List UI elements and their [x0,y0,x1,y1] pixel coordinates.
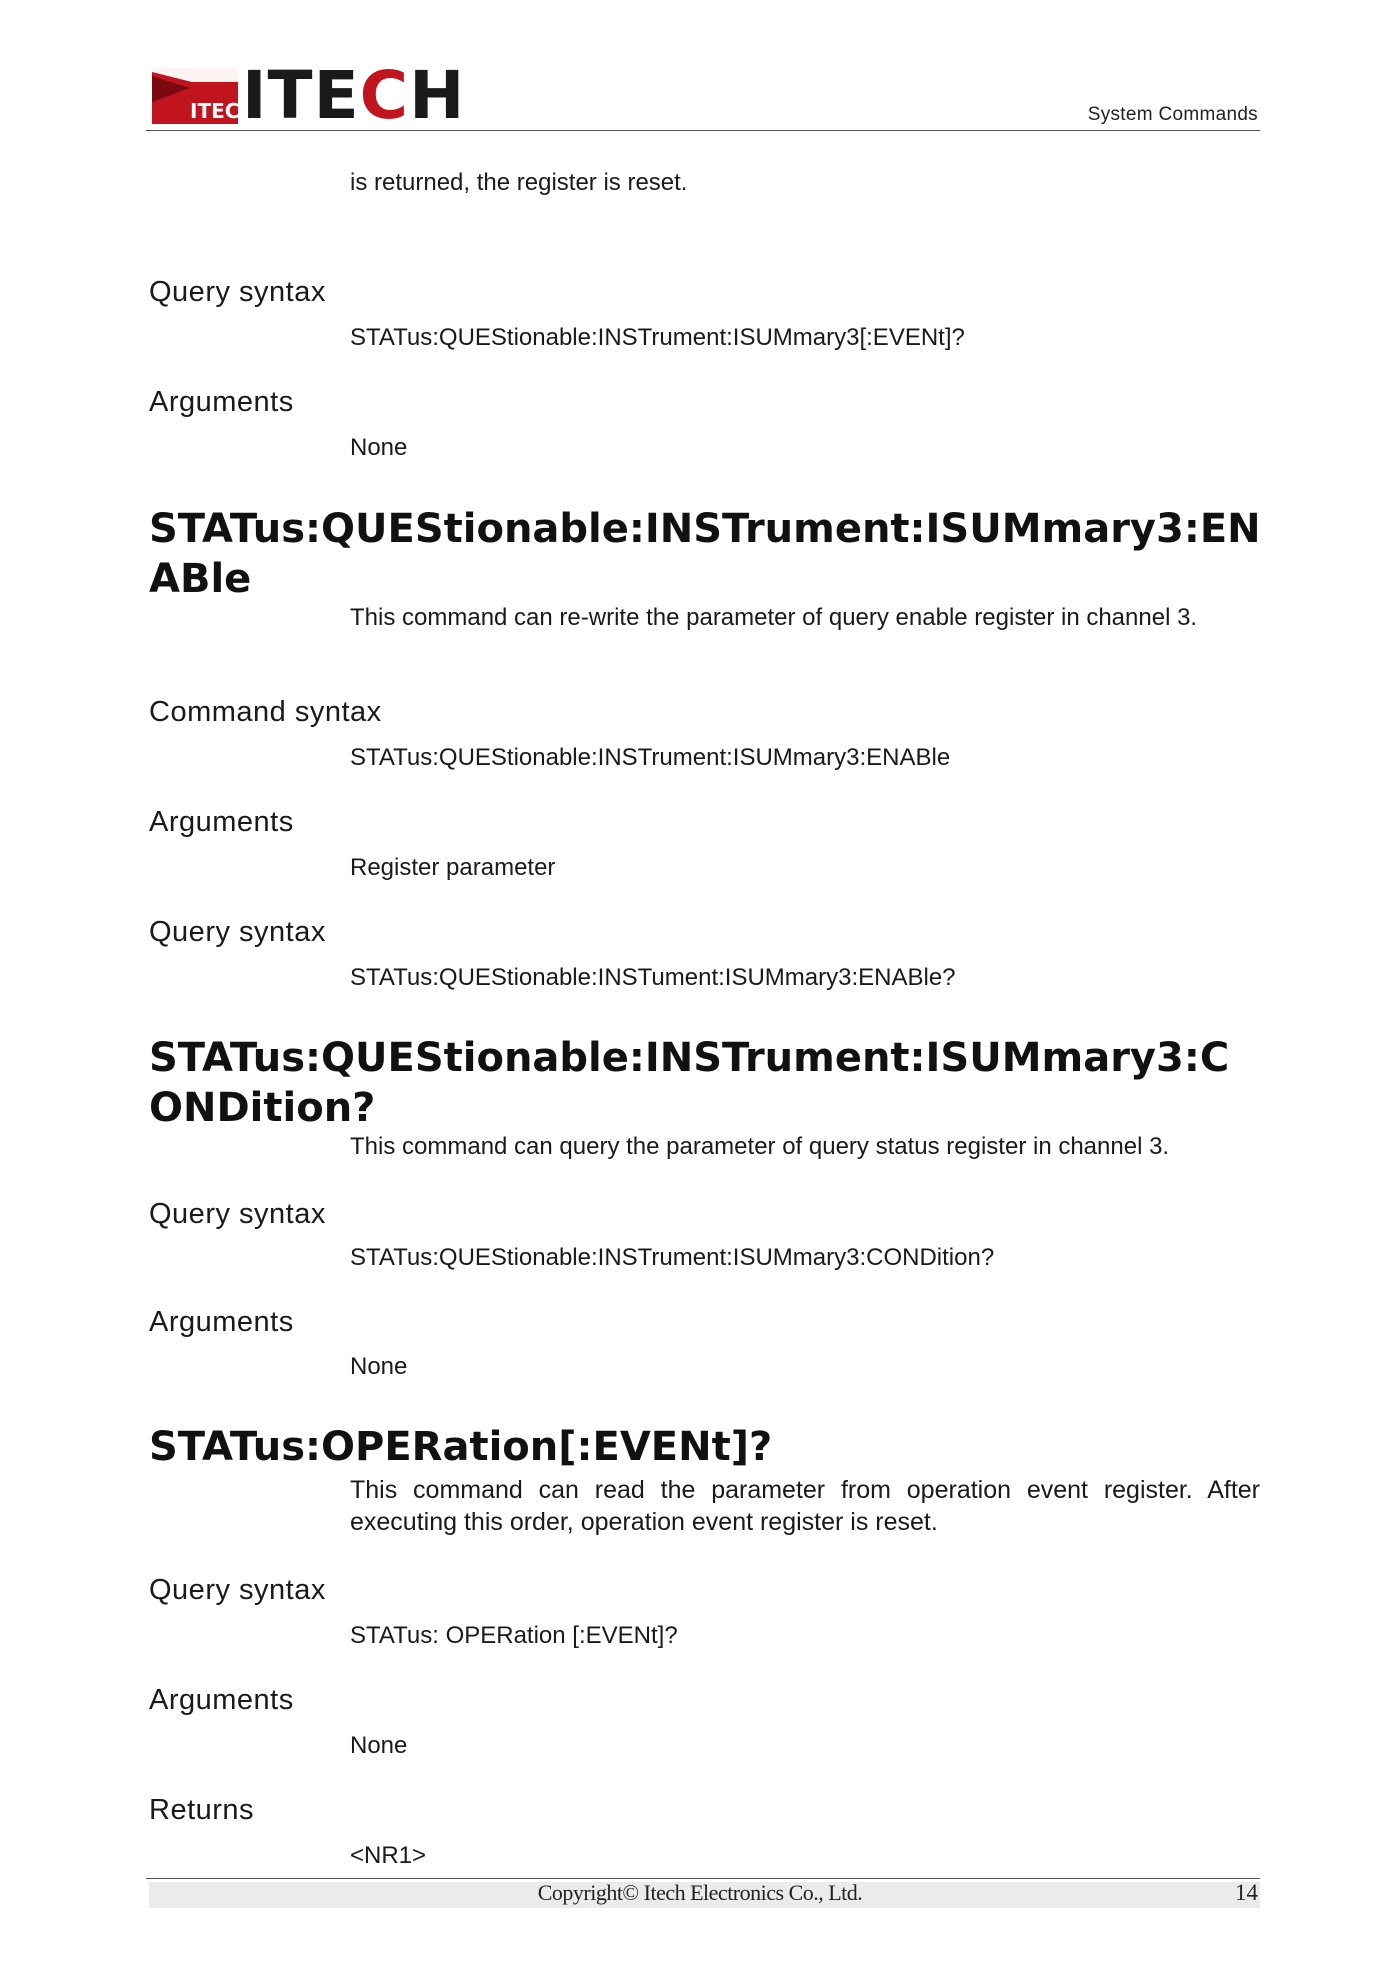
intro-tail-text: is returned, the register is reset. [350,169,688,196]
cmd2-query-label: Query syntax [149,916,326,948]
footer-divider [146,1878,1260,1879]
cmd3-query-label: Query syntax [149,1198,326,1230]
cmd4-args-label: Arguments [149,1684,294,1716]
block1-query-syntax: STATus:QUEStionable:INSTrument:ISUMmary3[:EVENt]? [350,324,965,351]
footer-copyright: Copyright© Itech Electronics Co., Ltd. [537,1880,863,1905]
logo-small-text: ITECH [190,99,257,123]
cmd3-heading: STATus:QUEStionable:INSTrument:ISUMmary3:CONDition? [149,1035,1230,1131]
cmd4-query-label: Query syntax [149,1574,326,1606]
cmd2-query-syntax: STATus:QUEStionable:INSTument:ISUMmary3:ENABle? [350,964,956,991]
cmd3-args-label: Arguments [149,1306,294,1338]
page-number: 14 [1235,1880,1258,1905]
header-section-name: System Commands [1087,104,1258,125]
cmd4-heading: STATus:OPERation[:EVENt]? [149,1424,773,1470]
cmd2-heading: STATus:QUEStionable:INSTrument:ISUMmary3:ENABle [149,506,1261,602]
logo-wordmark: ITECH [242,57,466,134]
cmd3-description: This command can query the parameter of query status register in channel 3. [350,1133,1170,1160]
cmd2-command-label: Command syntax [149,696,382,728]
cmd4-query-syntax: STATus: OPERation [:EVENt]? [350,1622,678,1649]
cmd2-args-label: Arguments [149,806,294,838]
block1-args-label: Arguments [149,386,294,418]
cmd2-args-value: Register parameter [350,854,556,881]
cmd2-command-syntax: STATus:QUEStionable:INSTrument:ISUMmary3:ENABle [350,744,951,771]
block1-args-value: None [350,434,408,461]
cmd4-args-value: None [350,1732,408,1759]
cmd4-returns-value: <NR1> [350,1842,427,1869]
cmd3-query-syntax: STATus:QUEStionable:INSTrument:ISUMmary3:CONDition? [350,1244,995,1271]
cmd4-returns-label: Returns [149,1794,255,1826]
block1-query-label: Query syntax [149,276,326,308]
cmd4-description: This command can read the parameter from operation event register. After executing this order, operation event register is reset. [350,1476,1260,1536]
cmd3-args-value: None [350,1353,408,1380]
cmd2-description: This command can re-write the parameter of query enable register in channel 3. [350,604,1198,631]
